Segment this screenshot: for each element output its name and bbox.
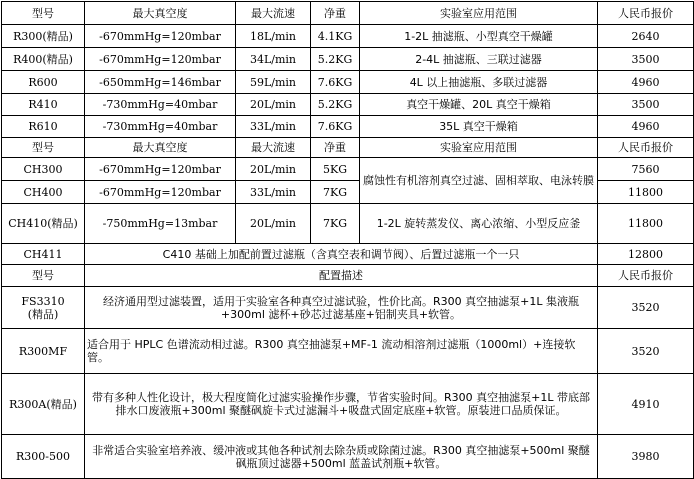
price-cell: 3520 — [598, 287, 694, 329]
price-cell: 3500 — [598, 48, 694, 71]
price-cell: 3500 — [598, 94, 694, 116]
header-model: 型号 — [2, 265, 85, 287]
table-row — [2, 374, 694, 435]
header-scope: 实验室应用范围 — [360, 138, 598, 158]
description-cell: 经济通用型过滤装置，适用于实验室各种真空过滤试验，性价比高。R300 真空抽滤泵+1L 集液瓶+300ml 滤杯+砂芯过滤基座+铝制夹具+软管。 — [85, 287, 598, 329]
table-row — [2, 287, 694, 329]
model-cell: R300A(精品) — [2, 374, 85, 435]
model-cell: R400(精品) — [2, 48, 85, 71]
model-cell: FS3310 (精品) — [2, 287, 85, 329]
header-model: 型号 — [2, 138, 85, 158]
header-weight: 净重 — [311, 138, 360, 158]
weight-cell: 5KG — [311, 158, 360, 181]
model-cell: CH300 — [2, 158, 85, 181]
header-vacuum: 最大真空度 — [85, 2, 236, 25]
scope-cell: 2-4L 抽滤瓶、三联过滤器 — [360, 48, 598, 71]
price-cell: 4960 — [598, 116, 694, 138]
vacuum-cell: -670mmHg=120mbar — [85, 158, 236, 181]
price-cell: 4910 — [598, 374, 694, 435]
table-row — [2, 94, 694, 116]
table-row — [2, 204, 694, 244]
flow-cell: 18L/min — [236, 25, 311, 48]
model-cell: R410 — [2, 94, 85, 116]
flow-cell: 20L/min — [236, 158, 311, 181]
description-cell: 适合用于 HPLC 色谱流动相过滤。R300 真空抽滤泵+MF-1 流动相溶剂过滤瓶（1000ml）+连接软管。 — [85, 329, 598, 374]
header-flow: 最大流速 — [236, 138, 311, 158]
table-row — [2, 71, 694, 94]
weight-cell: 7KG — [311, 204, 360, 244]
weight-cell: 7KG — [311, 181, 360, 204]
model-cell: R300-500 — [2, 435, 85, 479]
table2-header — [2, 138, 694, 158]
vacuum-cell: -730mmHg=40mbar — [85, 94, 236, 116]
vacuum-cell: -670mmHg=120mbar — [85, 181, 236, 204]
header-model: 型号 — [2, 2, 85, 25]
price-cell: 2640 — [598, 25, 694, 48]
model-cell: CH400 — [2, 181, 85, 204]
model-cell: R300(精品) — [2, 25, 85, 48]
price-table — [1, 1, 694, 479]
table1-header — [2, 2, 694, 25]
model-cell: R300MF — [2, 329, 85, 374]
weight-cell: 4.1KG — [311, 25, 360, 48]
scope-cell-rotary: 1-2L 旋转蒸发仪、离心浓缩、小型反应釜 — [360, 204, 598, 244]
weight-cell: 5.2KG — [311, 48, 360, 71]
price-cell: 7560 — [598, 158, 694, 181]
price-cell: 11800 — [598, 204, 694, 244]
price-cell: 11800 — [598, 181, 694, 204]
header-description: 配置描述 — [85, 265, 598, 287]
vacuum-cell: -730mmHg=40mbar — [85, 116, 236, 138]
table-row — [2, 48, 694, 71]
flow-cell: 34L/min — [236, 48, 311, 71]
header-flow: 最大流速 — [236, 2, 311, 25]
vacuum-cell: -670mmHg=120mbar — [85, 48, 236, 71]
scope-cell: 35L 真空干燥箱 — [360, 116, 598, 138]
price-cell: 12800 — [598, 244, 694, 265]
table3-header — [2, 265, 694, 287]
table-row — [2, 116, 694, 138]
weight-cell: 7.6KG — [311, 71, 360, 94]
scope-cell-corrosive: 腐蚀性有机溶剂真空过滤、固相萃取、电泳转膜 — [360, 158, 598, 204]
header-scope: 实验室应用范围 — [360, 2, 598, 25]
table-row — [2, 329, 694, 374]
weight-cell: 7.6KG — [311, 116, 360, 138]
flow-cell: 59L/min — [236, 71, 311, 94]
flow-cell: 33L/min — [236, 181, 311, 204]
model-cell: CH410(精品) — [2, 204, 85, 244]
price-cell: 3980 — [598, 435, 694, 479]
flow-cell: 20L/min — [236, 94, 311, 116]
price-cell: 3520 — [598, 329, 694, 374]
model-cell: R600 — [2, 71, 85, 94]
table-row — [2, 158, 694, 181]
model-cell: CH411 — [2, 244, 85, 265]
vacuum-cell: -670mmHg=120mbar — [85, 25, 236, 48]
scope-cell: 真空干燥罐、20L 真空干燥箱 — [360, 94, 598, 116]
description-cell: 非常适合实验室培养液、缓冲液或其他各种试剂去除杂质或除菌过滤。R300 真空抽滤泵+500ml 聚醚砜瓶顶过滤器+500ml 蓝盖试剂瓶+软管。 — [85, 435, 598, 479]
model-cell: R610 — [2, 116, 85, 138]
flow-cell: 33L/min — [236, 116, 311, 138]
vacuum-cell: -650mmHg=146mbar — [85, 71, 236, 94]
scope-cell: 4L 以上抽滤瓶、多联过滤器 — [360, 71, 598, 94]
price-cell: 4960 — [598, 71, 694, 94]
scope-cell: 1-2L 抽滤瓶、小型真空干燥罐 — [360, 25, 598, 48]
vacuum-cell: -750mmHg=13mbar — [85, 204, 236, 244]
header-price: 人民币报价 — [598, 2, 694, 25]
header-weight: 净重 — [311, 2, 360, 25]
table-row — [2, 244, 694, 265]
header-price: 人民币报价 — [598, 138, 694, 158]
description-cell: C410 基础上加配前置过滤瓶（含真空表和调节阀）、后置过滤瓶一个一只 — [85, 244, 598, 265]
header-vacuum: 最大真空度 — [85, 138, 236, 158]
description-cell: 带有多种人性化设计，极大程度简化过滤实验操作步骤，节省实验时间。R300 真空抽滤泵+1L 带底部排水口废液瓶+300ml 聚醚砜旋卡式过滤漏斗+吸盘式固定底座+软管。原装进口品质保证。 — [85, 374, 598, 435]
weight-cell: 5.2KG — [311, 94, 360, 116]
flow-cell: 20L/min — [236, 204, 311, 244]
table-row — [2, 25, 694, 48]
header-price: 人民币报价 — [598, 265, 694, 287]
